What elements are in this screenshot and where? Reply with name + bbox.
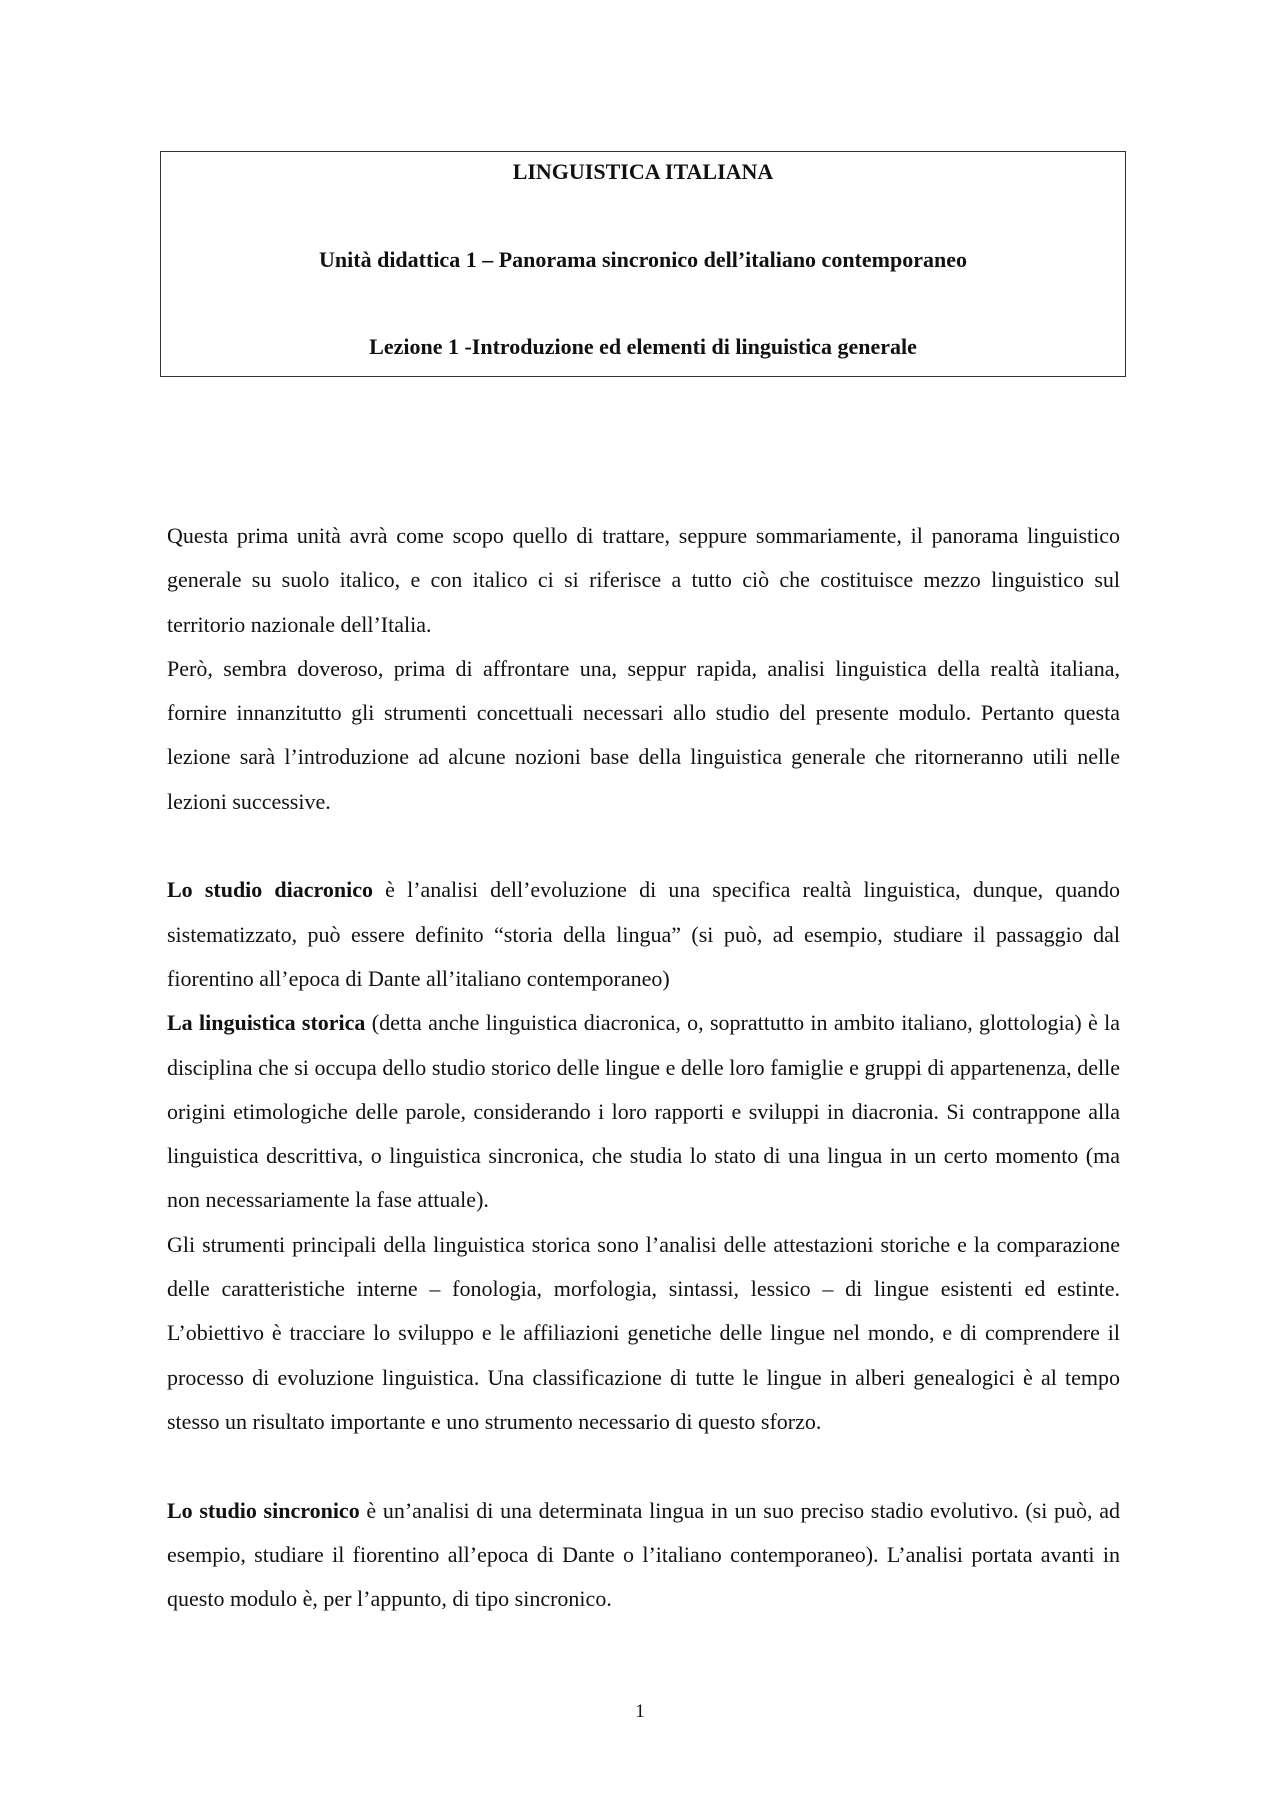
document-body bbox=[167, 514, 1120, 1621]
storica-paragraph bbox=[167, 1001, 1120, 1222]
sincronico-term: Lo studio sincronico bbox=[167, 1497, 360, 1523]
intro-paragraph-1: Questa prima unità avrà come scopo quello di trattare, seppure sommariamente, il panorama linguistico generale su suolo italico, e con italico ci si riferisce a tutto ciò che costituisce mezzo linguistico sul territorio nazionale dell’Italia. bbox=[167, 523, 1120, 637]
paragraph-spacer bbox=[167, 824, 1120, 868]
unit-title: Unità didattica 1 – Panorama sincronico dell’italiano contemporaneo bbox=[319, 247, 967, 272]
sincronico-definition: è un’analisi di una determinata lingua in un suo preciso stadio evolutivo. (si può, ad esempio, studiare il fiorentino all’epoca di Dante o l’italiano contemporaneo). L’analisi portata avanti in questo modulo è, per l’appunto, di tipo sincronico. bbox=[167, 1497, 1120, 1612]
strumenti-paragraph: Gli strumenti principali della linguistica storica sono l’analisi delle attestazioni storiche e la comparazione delle caratteristiche interne – fonologia, morfologia, sintassi, lessico – di lingue esistenti ed estinte. L’obiettivo è tracciare lo sviluppo e le affiliazioni genetiche delle lingue nel mondo, e di comprendere il processo di evoluzione linguistica. Una classificazione di tutte le lingue in alberi genealogici è al tempo stesso un risultato importante e uno strumento necessario di questo sforzo. bbox=[167, 1231, 1120, 1434]
diacronico-paragraph bbox=[167, 868, 1120, 1001]
title-box bbox=[160, 151, 1126, 377]
paragraph-spacer bbox=[167, 1444, 1120, 1488]
sincronico-paragraph bbox=[167, 1489, 1120, 1622]
storica-definition: (detta anche linguistica diacronica, o, soprattutto in ambito italiano, glottologia) è la disciplina che si occupa dello studio storico delle lingue e delle loro famiglie e gruppi di appartenenza, delle origini etimologiche delle parole, considerando i loro rapporti e sviluppi in diacronia. Si contrappone alla linguistica descrittiva, o linguistica sincronica, che studia lo stato di una lingua in un certo momento (ma non necessariamente la fase attuale). bbox=[167, 1010, 1120, 1213]
intro-paragraph-2: Però, sembra doveroso, prima di affrontare una, seppur rapida, analisi linguistica della realtà italiana, fornire innanzitutto gli strumenti concettuali necessari allo studio del presente modulo. Pertanto questa lezione sarà l’introduzione ad alcune nozioni base della linguistica generale che ritorneranno utili nelle lezioni successive. bbox=[167, 655, 1120, 814]
diacronico-definition: è l’analisi dell’evoluzione di una specifica realtà linguistica, dunque, quando sistematizzato, può essere definito “storia della lingua” (si può, ad esempio, studiare il passaggio dal fiorentino all’epoca di Dante all’italiano contemporaneo) bbox=[167, 877, 1120, 991]
lesson-title: Lezione 1 -Introduzione ed elementi di linguistica generale bbox=[369, 334, 917, 359]
diacronico-term: Lo studio diacronico bbox=[167, 877, 374, 903]
storica-term: La linguistica storica bbox=[167, 1010, 366, 1036]
page-number: 1 bbox=[635, 1701, 645, 1722]
course-title: LINGUISTICA ITALIANA bbox=[512, 159, 774, 184]
